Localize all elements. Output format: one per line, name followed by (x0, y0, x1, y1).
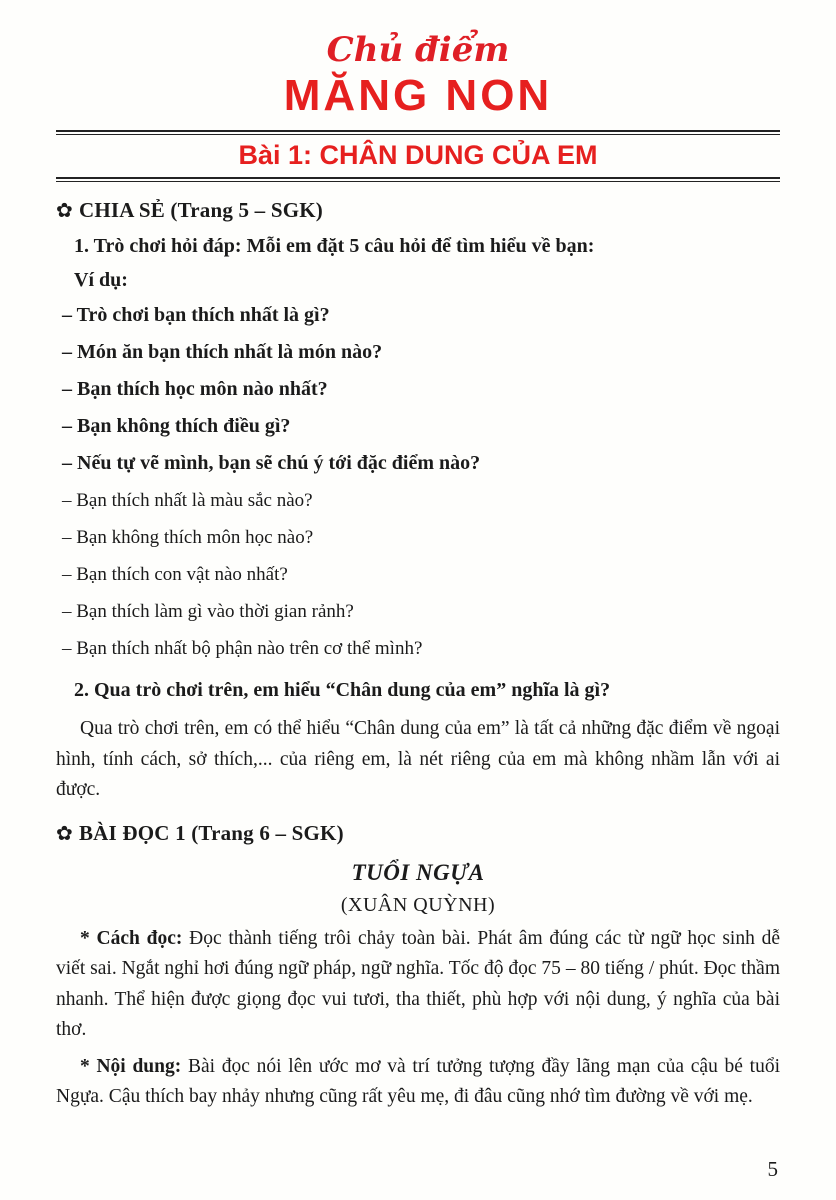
poem-author: (XUÂN QUỲNH) (340, 894, 496, 917)
how-to-read-label: * Cách đọc: (80, 928, 183, 950)
page-number: 5 (767, 1157, 778, 1181)
task-1: 1. Trò chơi hỏi đáp: Mỗi em đặt 5 câu hỏi để tìm hiểu về bạn: (74, 235, 595, 258)
section-title: CHIA SẺ (Trang 5 – SGK) (78, 198, 323, 223)
question-item: – Bạn thích con vật nào nhất? (62, 564, 288, 586)
question-item: – Bạn thích học môn nào nhất? (62, 378, 328, 401)
example-label: Ví dụ: (74, 269, 128, 292)
lesson-title: Bài 1: CHÂN DUNG CỦA EM (238, 140, 598, 171)
flower-icon: ✿ (56, 200, 73, 223)
content-label: * Nội dung: (80, 1055, 182, 1077)
question-item: – Món ăn bạn thích nhất là món nào? (62, 341, 383, 364)
poem-title: TUỔI NGỰA (351, 860, 485, 886)
question-list (62, 297, 780, 667)
question-item: – Bạn thích nhất bộ phận nào trên cơ thể mình? (62, 638, 423, 660)
question-item: – Bạn không thích môn học nào? (62, 527, 314, 549)
how-to-read-paragraph (56, 924, 780, 1045)
flower-icon: ✿ (56, 823, 73, 846)
task-2: 2. Qua trò chơi trên, em hiểu “Chân dung của em” nghĩa là gì? (74, 679, 611, 702)
section-title: BÀI ĐỌC 1 (Trang 6 – SGK) (78, 821, 344, 846)
content-paragraph (56, 1052, 780, 1112)
question-item: – Bạn không thích điều gì? (62, 415, 291, 438)
topic-label: Chủ điểm (326, 30, 510, 70)
question-item: – Bạn thích nhất là màu sắc nào? (62, 490, 313, 512)
section-heading-bai-doc (56, 821, 780, 846)
question-item: – Nếu tự vẽ mình, bạn sẽ chú ý tới đặc điểm nào? (62, 452, 481, 475)
section-heading-chia-se (56, 198, 780, 223)
divider-bottom (56, 177, 780, 182)
task-2-answer: Qua trò chơi trên, em có thể hiểu “Chân dung của em” là tất cả những đặc điểm về ngoại hình, tính cách, sở thích,... của riêng em, là nét riêng của em mà không nhầm lẫn với ai được. (56, 718, 780, 800)
topic-title: MĂNG NON (283, 71, 553, 120)
question-item: – Trò chơi bạn thích nhất là gì? (62, 304, 330, 327)
question-item: – Bạn thích làm gì vào thời gian rảnh? (62, 601, 354, 623)
content-text: Bài đọc nói lên ước mơ và trí tưởng tượng đầy lãng mạn của cậu bé tuổi Ngựa. Cậu thích bay nhảy nhưng cũng rất yêu mẹ, đi đâu cũng nhớ tìm đường về với mẹ. (56, 1055, 781, 1108)
how-to-read-text: Đọc thành tiếng trôi chảy toàn bài. Phát âm đúng các từ ngữ học sinh dễ viết sai. Ngắt nghỉ hơi đúng ngữ pháp, ngữ nghĩa. Tốc độ đọc 75 – 80 tiếng / phút. Đọc thầm nhanh. Thể hiện được giọng đọc vui tươi, tha thiết, phù hợp với nội dung, ý nghĩa của bài thơ. (56, 928, 781, 1040)
